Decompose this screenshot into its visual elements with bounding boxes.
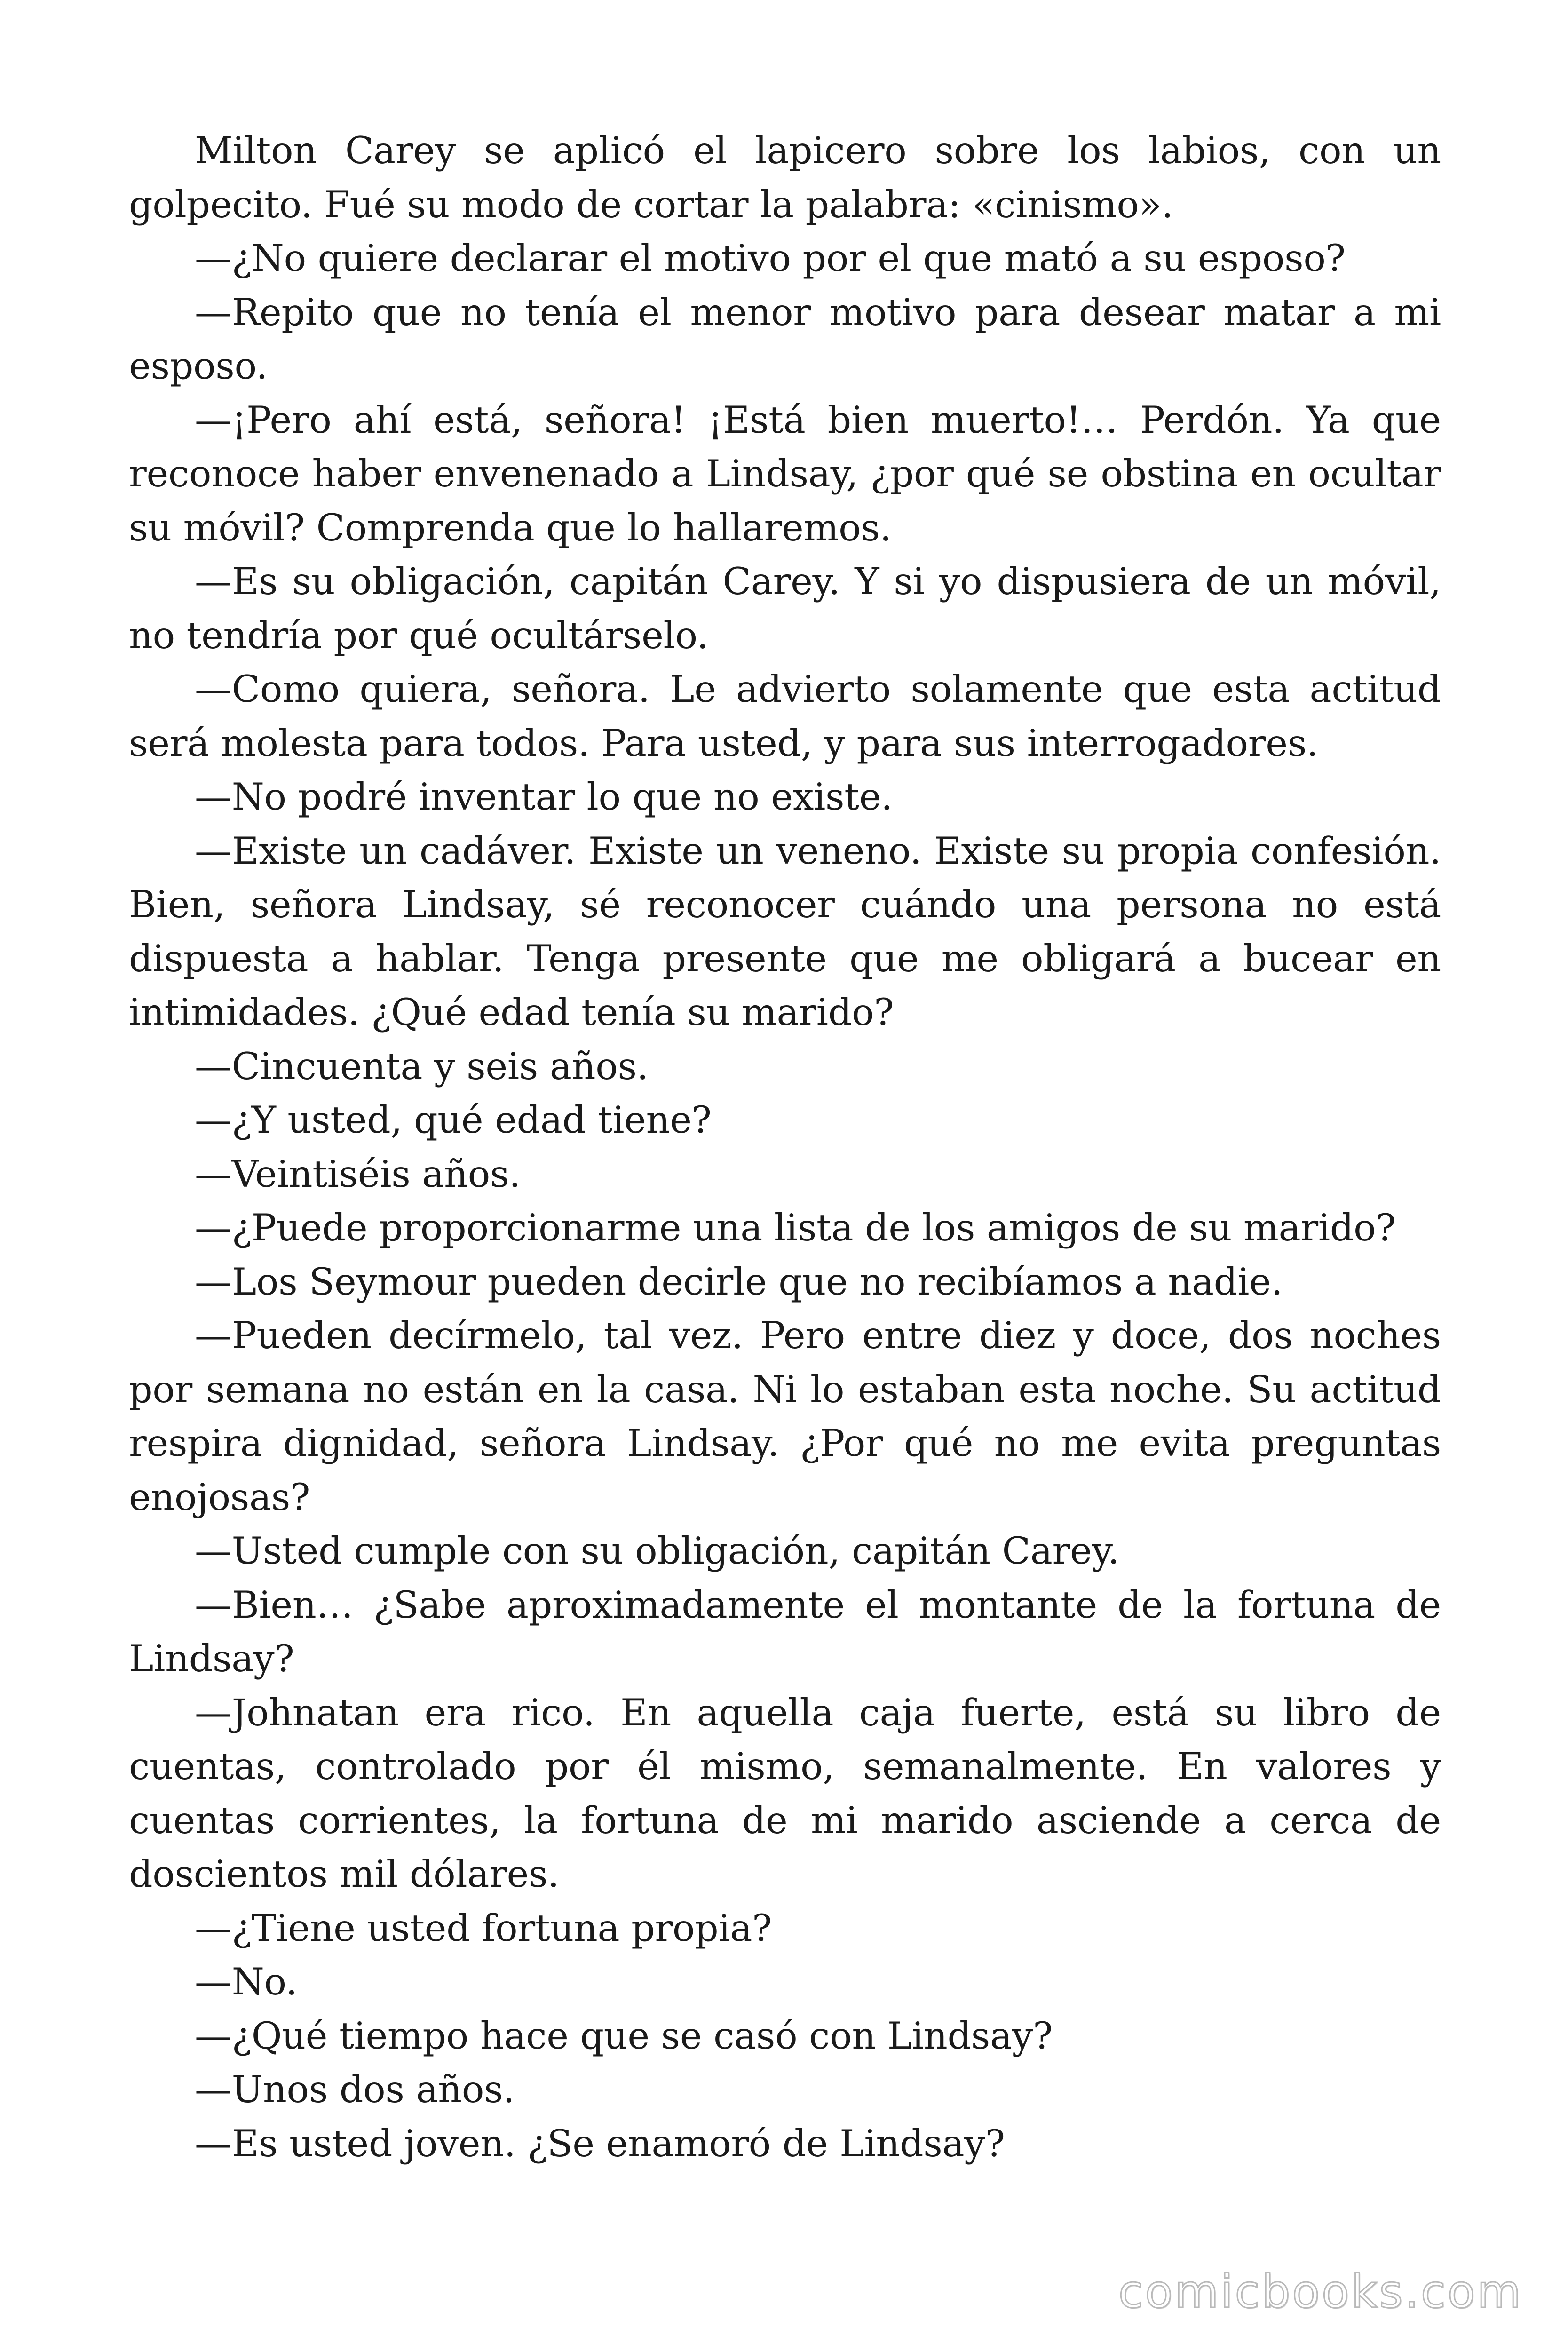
paragraph-18: —¿Tiene usted fortuna propia? (195, 1906, 772, 1950)
paragraph-6: —Como quiera, señora. Le advierto solamente que esta actitud será molesta para todos. Para usted, y para sus interrogadores. (129, 667, 1441, 765)
paragraph-22: —Es usted joven. ¿Se enamoró de Lindsay? (195, 2122, 1005, 2165)
paragraph-3: —Repito que no tenía el menor motivo para desear matar a mi esposo. (129, 290, 1441, 388)
paragraph-17: —Johnatan era rico. En aquella caja fuerte, está su libro de cuentas, controlado por él mismo, semanalmente. En valores y cuentas corrientes, la fortuna de mi marido asciende a cerca de doscientos mil dólares. (129, 1691, 1441, 1896)
paragraph-9: —Cincuenta y seis años. (195, 1044, 649, 1088)
paragraph-19: —No. (195, 1960, 298, 2003)
paragraph-16: —Bien… ¿Sabe aproximadamente el montante de la fortuna de Lindsay? (129, 1583, 1441, 1680)
paragraph-1: Milton Carey se aplicó el lapicero sobre los labios, con un golpecito. Fué su modo de cortar la palabra: «cinismo». (129, 129, 1441, 226)
paragraph-20: —¿Qué tiempo hace que se casó con Lindsay? (195, 2014, 1053, 2058)
paragraph-8: —Existe un cadáver. Existe un veneno. Existe su propia confesión. Bien, señora Lindsay, sé reconocer cuándo una persona no está dispuesta a hablar. Tenga presente que me obligará a bucear en intimidades. ¿Qué edad tenía su marido? (129, 829, 1441, 1034)
paragraph-12: —¿Puede proporcionarme una lista de los amigos de su marido? (195, 1206, 1396, 1249)
paragraph-10: —¿Y usted, qué edad tiene? (195, 1098, 712, 1142)
paragraph-13: —Los Seymour pueden decirle que no recibíamos a nadie. (195, 1260, 1283, 1303)
watermark: comicbooks.com (1118, 2265, 1523, 2318)
paragraph-2: —¿No quiere declarar el motivo por el que mató a su esposo? (195, 237, 1346, 280)
paragraph-7: —No podré inventar lo que no existe. (195, 775, 893, 818)
paragraph-11: —Veintiséis años. (195, 1152, 521, 1196)
paragraph-14: —Pueden decírmelo, tal vez. Pero entre diez y doce, dos noches por semana no están en la casa. Ni lo estaban esta noche. Su actitud respira dignidad, señora Lindsay. ¿Por qué no me evita preguntas enojosas? (129, 1314, 1441, 1519)
paragraph-4: —¡Pero ahí está, señora! ¡Está bien muerto!… Perdón. Ya que reconoce haber envenenado a Lindsay, ¿por qué se obstina en ocultar su móvil? Comprenda que lo hallaremos. (129, 398, 1441, 549)
paragraph-21: —Unos dos años. (195, 2068, 515, 2111)
body-text (129, 124, 1441, 2170)
paragraph-5: —Es su obligación, capitán Carey. Y si yo dispusiera de un móvil, no tendría por qué ocultárselo. (129, 560, 1441, 657)
paragraph-15: —Usted cumple con su obligación, capitán Carey. (195, 1529, 1120, 1573)
